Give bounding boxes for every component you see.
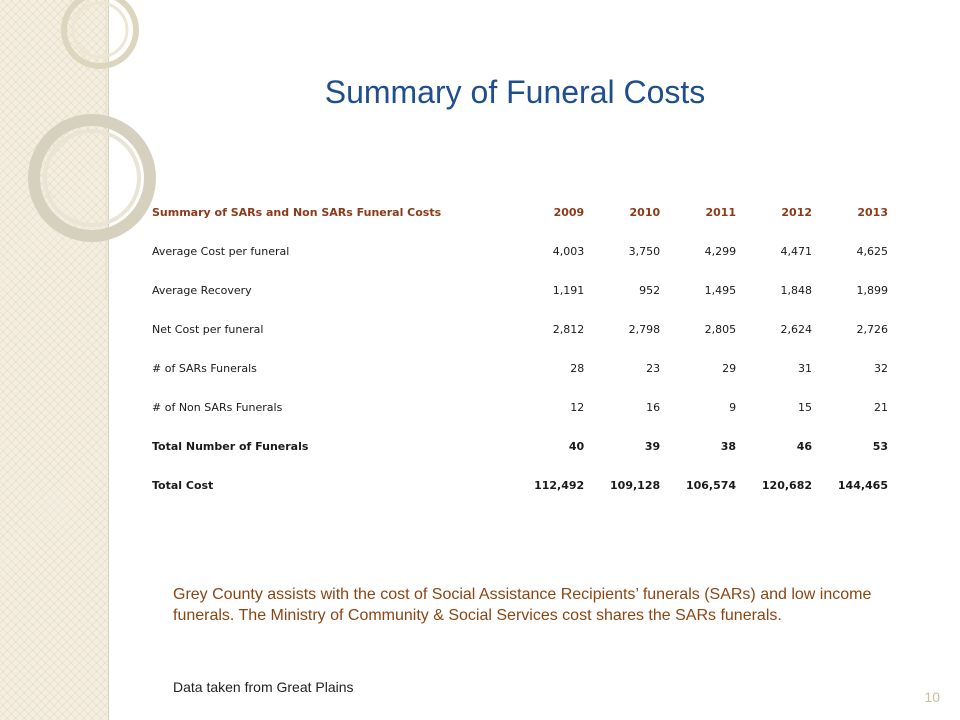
table-cell: 16 [646,401,661,414]
table-cell: 1,191 [552,284,585,297]
table-cell: 4,625 [856,245,888,258]
page-number: 10 [924,689,940,705]
page-title: Summary of Funeral Costs [324,74,706,110]
table-cell: 15 [798,401,813,414]
table-cell: 2,726 [856,323,888,336]
table-cell: 2,798 [628,323,661,336]
table-cell: 2,805 [704,323,737,336]
year-header: 2012 [781,206,813,219]
table-cell: 4,471 [780,245,813,258]
table-row [146,232,894,271]
table-header-row [146,193,894,232]
data-source-note: Data taken from Great Plains [173,679,354,695]
year-header: 2011 [705,206,737,219]
table-row [146,388,894,427]
table-cell: 1,899 [856,284,888,297]
table-row [146,427,894,466]
table-cell: 2,812 [552,323,585,336]
table-header-label: Summary of SARs and Non SARs Funeral Costs [152,206,442,219]
table-cell: 106,574 [685,479,737,492]
table-cell: 46 [796,440,813,453]
table-cell: 3,750 [628,245,661,258]
table-cell: 12 [570,401,585,414]
table-cell: 952 [639,284,661,297]
table-cell: 39 [644,440,661,453]
table-cell: 21 [874,401,888,414]
year-header: 2009 [553,206,585,219]
table-row [146,310,894,349]
table-cell: 4,299 [704,245,737,258]
row-label: Total Cost [152,479,214,492]
description-text: Grey County assists with the cost of Social Assistance Recipients’ funerals (SARs) and low income funerals. The Ministry of Community & Social Services cost shares the SARs funerals. [173,586,872,624]
table-cell: 31 [798,362,813,375]
year-header: 2010 [629,206,661,219]
row-label: Average Cost per funeral [152,245,290,258]
row-label: # of Non SARs Funerals [152,401,283,414]
table-cell: 1,848 [780,284,813,297]
decorative-rings [0,0,160,300]
table-cell: 109,128 [610,479,661,492]
table-cell: 23 [646,362,661,375]
table-row [146,271,894,310]
table-cell: 9 [729,401,737,414]
table-row [146,466,894,505]
row-label: Average Recovery [152,284,252,297]
table-cell: 28 [570,362,585,375]
row-label: # of SARs Funerals [152,362,257,375]
row-label: Total Number of Funerals [152,440,309,453]
table-cell: 29 [722,362,737,375]
table-row [146,349,894,388]
year-header: 2013 [857,206,888,219]
table-cell: 120,682 [761,479,813,492]
row-label: Net Cost per funeral [152,323,264,336]
table-cell: 40 [568,440,585,453]
table-cell: 1,495 [704,284,737,297]
table-cell: 32 [874,362,888,375]
table-body [146,232,894,505]
table-cell: 2,624 [780,323,813,336]
table-cell: 112,492 [534,479,585,492]
table-cell: 53 [872,440,888,453]
funeral-costs-table [146,193,894,505]
table-cell: 4,003 [552,245,585,258]
table-cell: 38 [720,440,737,453]
table-cell: 144,465 [837,479,888,492]
